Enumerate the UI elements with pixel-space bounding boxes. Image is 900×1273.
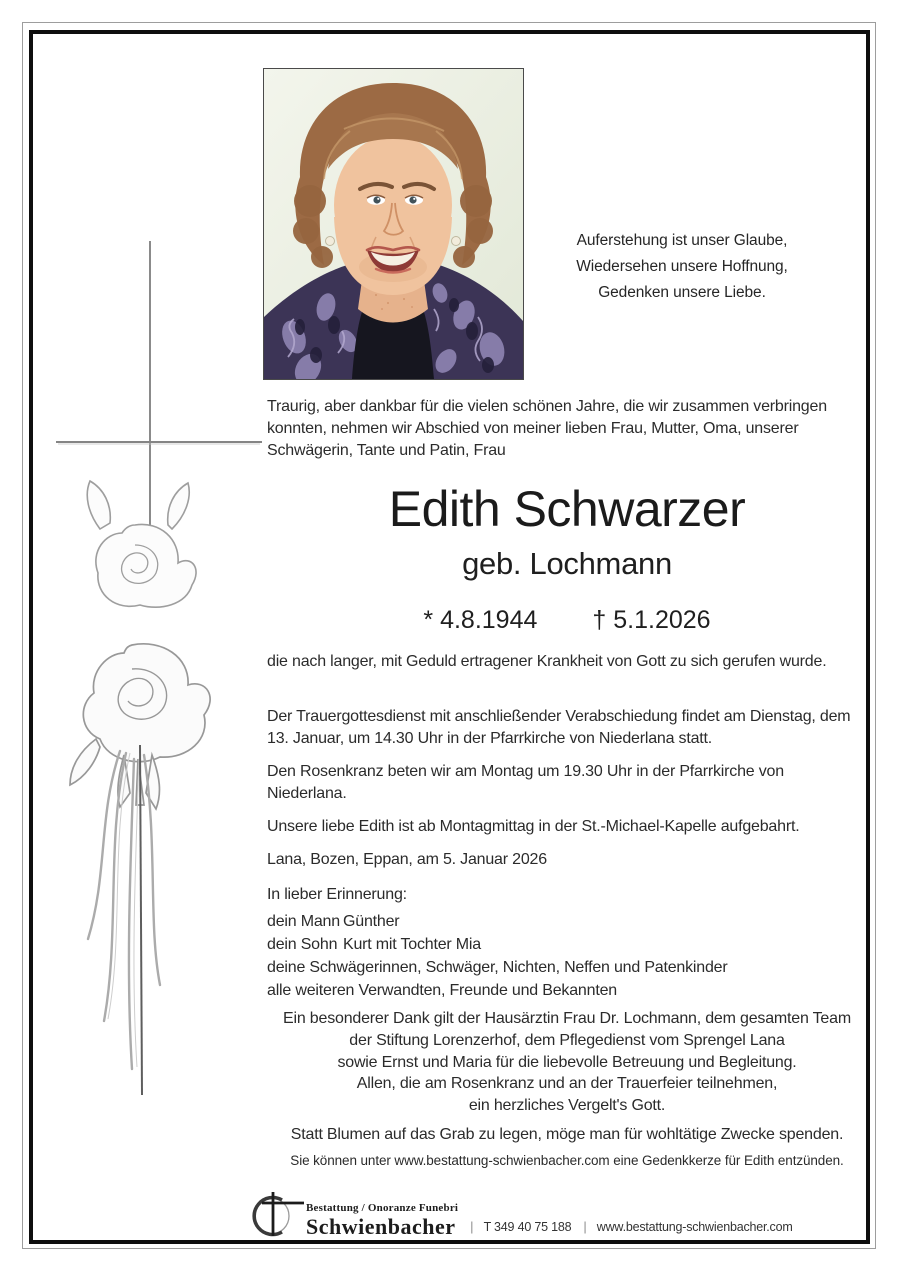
funeral-home-brand — [306, 1202, 458, 1238]
thanks-text — [267, 1008, 867, 1074]
verse-line: Gedenken unsere Liebe. — [598, 284, 766, 301]
death-date: † 5.1.2026 — [592, 606, 711, 634]
cross-circle-logo-icon — [250, 1188, 304, 1238]
thanks-line: der Stiftung Lorenzerhof, dem Pflegedienst vom Sprengel Lana — [349, 1032, 785, 1049]
gratitude-line: ein herzliches Vergelt's Gott. — [468, 1097, 666, 1114]
maiden-name: geb. Lochmann — [462, 546, 672, 581]
portrait-illustration — [264, 69, 523, 379]
mourner-names: Kurt mit Tochter Mia — [343, 936, 481, 953]
verse-line: Auferstehung ist unser Glaube, — [576, 232, 788, 249]
brand-company-name: Schwienbacher — [306, 1214, 456, 1239]
mourner-names: Günther — [343, 913, 400, 930]
footer-separator: | — [583, 1219, 587, 1234]
remembrance-title: In lieber Erinnerung: — [267, 886, 407, 903]
mourner-relation: dein Mann — [267, 913, 340, 930]
donation-request: Statt Blumen auf das Grab zu legen, möge man für wohltätige Zwecke spenden. — [290, 1126, 844, 1143]
thanks-line: sowie Ernst und Maria für die liebevolle Betreuung und Begleitung. — [337, 1054, 797, 1071]
mourner-row: deine Schwägerinnen, Schwäger, Nichten, Neffen und Patenkinder — [267, 959, 728, 976]
mourners-list — [267, 910, 867, 1002]
thanks-line: Ein besonderer Dank gilt der Hausärztin Frau Dr. Lochmann, dem gesamten Team — [283, 1010, 851, 1027]
deceased-name: Edith Schwarzer — [388, 481, 746, 537]
mourner-row — [267, 933, 867, 956]
footer-separator: | — [470, 1219, 474, 1234]
portrait-photo — [263, 68, 524, 380]
place-date-line: Lana, Bozen, Eppan, am 5. Januar 2026 — [267, 851, 547, 868]
mourner-relation: dein Sohn — [267, 936, 338, 953]
verse-line: Wiedersehen unsere Hoffnung, — [576, 258, 788, 275]
birth-date: * 4.8.1944 — [423, 606, 538, 634]
cross-and-roses-artwork — [40, 233, 270, 1113]
gratitude-line: Allen, die am Rosenkranz und an der Trauerfeier teilnehmen, — [356, 1075, 778, 1092]
gratitude-text — [267, 1073, 867, 1117]
brand-tagline: Bestattung / Onoranze Funebri — [306, 1202, 459, 1214]
memorial-verse — [562, 228, 802, 306]
footer-phone: T 349 40 75 188 — [483, 1220, 572, 1234]
footer-website: www.bestattung-schwienbacher.com — [596, 1220, 793, 1234]
funeral-service-info: Der Trauergottesdienst mit anschließender Verabschiedung findet am Dienstag, dem 13. Januar, um 14.30 Uhr in der Pfarrkirche von Niederlana statt. — [267, 708, 851, 747]
mourner-row — [267, 910, 867, 933]
cross-roses-illustration — [40, 233, 270, 1113]
rosary-info: Den Rosenkranz beten wir am Montag um 19.30 Uhr in der Pfarrkirche von Niederlana. — [267, 763, 784, 802]
memorial-candle-note: Sie können unter www.bestattung-schwienbacher.com eine Gedenkkerze für Edith entzünden. — [290, 1153, 844, 1168]
lying-in-state-info: Unsere liebe Edith ist ab Montagmittag in der St.-Michael-Kapelle aufgebahrt. — [267, 818, 800, 835]
death-circumstance-text: die nach langer, mit Geduld ertragener Krankheit von Gott zu sich gerufen wurde. — [267, 653, 827, 670]
intro-text: Traurig, aber dankbar für die vielen schönen Jahre, die wir zusammen verbringen konnten, nehmen wir Abschied von meiner lieben Frau, Mutter, Oma, unserer Schwägerin, Tante und Patin, Frau — [267, 398, 827, 459]
funeral-home-footer — [250, 1186, 793, 1238]
mourner-row: alle weiteren Verwandten, Freunde und Bekannten — [267, 982, 617, 999]
life-dates — [267, 606, 867, 635]
